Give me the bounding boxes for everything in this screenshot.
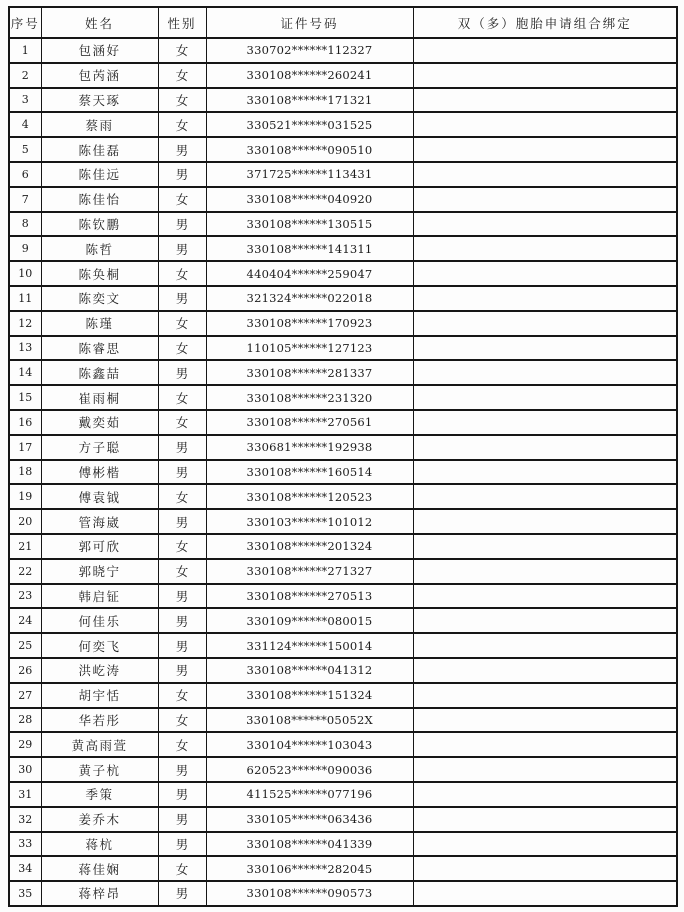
student-roster-table <box>8 6 678 907</box>
name-cell: 黄高雨萱 <box>41 732 158 757</box>
id-number-cell: 110105******127123 <box>206 336 413 361</box>
gender-cell: 男 <box>158 435 206 460</box>
name-cell: 陈佳怡 <box>41 187 158 212</box>
table-row <box>9 286 677 311</box>
serial-number-cell: 29 <box>9 732 41 757</box>
id-number-cell: 330108******090573 <box>206 881 413 906</box>
gender-cell: 男 <box>158 757 206 782</box>
serial-number-cell: 34 <box>9 856 41 881</box>
gender-cell: 男 <box>158 584 206 609</box>
name-cell: 陈奂桐 <box>41 261 158 286</box>
twin-binding-cell <box>413 559 677 584</box>
twin-binding-cell <box>413 732 677 757</box>
table-row <box>9 88 677 113</box>
name-cell: 管海崴 <box>41 509 158 534</box>
serial-number-cell: 14 <box>9 360 41 385</box>
serial-number-cell: 35 <box>9 881 41 906</box>
table-row <box>9 360 677 385</box>
twin-binding-cell <box>413 484 677 509</box>
id-number-cell: 330108******201324 <box>206 534 413 559</box>
name-cell: 方子聪 <box>41 435 158 460</box>
name-cell: 蔡天琢 <box>41 88 158 113</box>
table-row <box>9 683 677 708</box>
serial-number-cell: 32 <box>9 807 41 832</box>
serial-number-cell: 21 <box>9 534 41 559</box>
table-row <box>9 584 677 609</box>
serial-number-cell: 20 <box>9 509 41 534</box>
name-cell: 傅袁钺 <box>41 484 158 509</box>
gender-cell: 女 <box>158 410 206 435</box>
header-twin-binding: 双（多）胞胎申请组合绑定 <box>413 7 677 38</box>
id-number-cell: 440404******259047 <box>206 261 413 286</box>
gender-cell: 女 <box>158 484 206 509</box>
id-number-cell: 330108******281337 <box>206 360 413 385</box>
id-number-cell: 330108******040920 <box>206 187 413 212</box>
serial-number-cell: 18 <box>9 460 41 485</box>
id-number-cell: 330108******120523 <box>206 484 413 509</box>
table-row <box>9 534 677 559</box>
id-number-cell: 330108******05052X <box>206 708 413 733</box>
gender-cell: 男 <box>158 658 206 683</box>
serial-number-cell: 3 <box>9 88 41 113</box>
gender-cell: 男 <box>158 460 206 485</box>
id-number-cell: 330108******270561 <box>206 410 413 435</box>
id-number-cell: 330108******041312 <box>206 658 413 683</box>
gender-cell: 女 <box>158 385 206 410</box>
name-cell: 陈哲 <box>41 236 158 261</box>
table-row <box>9 63 677 88</box>
id-number-cell: 330521******031525 <box>206 112 413 137</box>
name-cell: 陈瑾 <box>41 311 158 336</box>
serial-number-cell: 31 <box>9 782 41 807</box>
id-number-cell: 331124******150014 <box>206 633 413 658</box>
gender-cell: 女 <box>158 683 206 708</box>
id-number-cell: 330108******151324 <box>206 683 413 708</box>
twin-binding-cell <box>413 856 677 881</box>
serial-number-cell: 28 <box>9 708 41 733</box>
twin-binding-cell <box>413 162 677 187</box>
twin-binding-cell <box>413 509 677 534</box>
twin-binding-cell <box>413 435 677 460</box>
twin-binding-cell <box>413 261 677 286</box>
gender-cell: 女 <box>158 112 206 137</box>
name-cell: 何奕飞 <box>41 633 158 658</box>
table-row <box>9 112 677 137</box>
twin-binding-cell <box>413 236 677 261</box>
id-number-cell: 330108******260241 <box>206 63 413 88</box>
serial-number-cell: 22 <box>9 559 41 584</box>
serial-number-cell: 2 <box>9 63 41 88</box>
gender-cell: 男 <box>158 137 206 162</box>
table-row <box>9 236 677 261</box>
header-name: 姓名 <box>41 7 158 38</box>
id-number-cell: 330702******112327 <box>206 38 413 63</box>
name-cell: 蒋梓昂 <box>41 881 158 906</box>
serial-number-cell: 1 <box>9 38 41 63</box>
name-cell: 包芮涵 <box>41 63 158 88</box>
id-number-cell: 321324******022018 <box>206 286 413 311</box>
gender-cell: 男 <box>158 807 206 832</box>
name-cell: 陈佳远 <box>41 162 158 187</box>
serial-number-cell: 15 <box>9 385 41 410</box>
table-row <box>9 658 677 683</box>
gender-cell: 男 <box>158 360 206 385</box>
gender-cell: 女 <box>158 708 206 733</box>
id-number-cell: 330108******090510 <box>206 137 413 162</box>
serial-number-cell: 27 <box>9 683 41 708</box>
name-cell: 胡宇恬 <box>41 683 158 708</box>
table-body <box>9 38 677 906</box>
gender-cell: 男 <box>158 212 206 237</box>
name-cell: 华若彤 <box>41 708 158 733</box>
twin-binding-cell <box>413 410 677 435</box>
twin-binding-cell <box>413 534 677 559</box>
serial-number-cell: 33 <box>9 832 41 857</box>
name-cell: 崔雨桐 <box>41 385 158 410</box>
gender-cell: 男 <box>158 509 206 534</box>
serial-number-cell: 17 <box>9 435 41 460</box>
name-cell: 戴奕茹 <box>41 410 158 435</box>
gender-cell: 女 <box>158 63 206 88</box>
table-row <box>9 856 677 881</box>
table-row <box>9 484 677 509</box>
serial-number-cell: 6 <box>9 162 41 187</box>
table-row <box>9 608 677 633</box>
name-cell: 蒋杭 <box>41 832 158 857</box>
gender-cell: 男 <box>158 286 206 311</box>
twin-binding-cell <box>413 187 677 212</box>
table-row <box>9 708 677 733</box>
id-number-cell: 330106******282045 <box>206 856 413 881</box>
serial-number-cell: 8 <box>9 212 41 237</box>
header-row <box>9 7 677 38</box>
name-cell: 姜乔木 <box>41 807 158 832</box>
twin-binding-cell <box>413 63 677 88</box>
header-id-number: 证件号码 <box>206 7 413 38</box>
serial-number-cell: 5 <box>9 137 41 162</box>
gender-cell: 男 <box>158 881 206 906</box>
gender-cell: 男 <box>158 162 206 187</box>
name-cell: 陈睿思 <box>41 336 158 361</box>
id-number-cell: 371725******113431 <box>206 162 413 187</box>
table-row <box>9 633 677 658</box>
twin-binding-cell <box>413 782 677 807</box>
id-number-cell: 330108******171321 <box>206 88 413 113</box>
name-cell: 韩启钲 <box>41 584 158 609</box>
serial-number-cell: 26 <box>9 658 41 683</box>
name-cell: 蒋佳娴 <box>41 856 158 881</box>
table-header <box>9 7 677 38</box>
name-cell: 郭晓宁 <box>41 559 158 584</box>
table-row <box>9 410 677 435</box>
id-number-cell: 620523******090036 <box>206 757 413 782</box>
twin-binding-cell <box>413 658 677 683</box>
table-row <box>9 187 677 212</box>
twin-binding-cell <box>413 38 677 63</box>
table-row <box>9 435 677 460</box>
serial-number-cell: 30 <box>9 757 41 782</box>
gender-cell: 女 <box>158 534 206 559</box>
id-number-cell: 330109******080015 <box>206 608 413 633</box>
name-cell: 黄子杭 <box>41 757 158 782</box>
name-cell: 蔡雨 <box>41 112 158 137</box>
table-row <box>9 137 677 162</box>
gender-cell: 女 <box>158 88 206 113</box>
table-row <box>9 385 677 410</box>
id-number-cell: 330681******192938 <box>206 435 413 460</box>
id-number-cell: 330108******170923 <box>206 311 413 336</box>
serial-number-cell: 13 <box>9 336 41 361</box>
name-cell: 季策 <box>41 782 158 807</box>
serial-number-cell: 12 <box>9 311 41 336</box>
twin-binding-cell <box>413 460 677 485</box>
serial-number-cell: 25 <box>9 633 41 658</box>
gender-cell: 男 <box>158 608 206 633</box>
twin-binding-cell <box>413 212 677 237</box>
name-cell: 傅彬楷 <box>41 460 158 485</box>
twin-binding-cell <box>413 360 677 385</box>
gender-cell: 女 <box>158 311 206 336</box>
serial-number-cell: 23 <box>9 584 41 609</box>
twin-binding-cell <box>413 633 677 658</box>
id-number-cell: 330108******160514 <box>206 460 413 485</box>
table-row <box>9 509 677 534</box>
twin-binding-cell <box>413 137 677 162</box>
twin-binding-cell <box>413 88 677 113</box>
id-number-cell: 330108******130515 <box>206 212 413 237</box>
id-number-cell: 330103******101012 <box>206 509 413 534</box>
id-number-cell: 330108******231320 <box>206 385 413 410</box>
id-number-cell: 411525******077196 <box>206 782 413 807</box>
id-number-cell: 330108******041339 <box>206 832 413 857</box>
id-number-cell: 330105******063436 <box>206 807 413 832</box>
twin-binding-cell <box>413 311 677 336</box>
table-row <box>9 261 677 286</box>
serial-number-cell: 19 <box>9 484 41 509</box>
twin-binding-cell <box>413 584 677 609</box>
gender-cell: 女 <box>158 261 206 286</box>
id-number-cell: 330108******270513 <box>206 584 413 609</box>
id-number-cell: 330104******103043 <box>206 732 413 757</box>
name-cell: 陈鑫喆 <box>41 360 158 385</box>
twin-binding-cell <box>413 608 677 633</box>
gender-cell: 男 <box>158 236 206 261</box>
name-cell: 何佳乐 <box>41 608 158 633</box>
twin-binding-cell <box>413 708 677 733</box>
serial-number-cell: 24 <box>9 608 41 633</box>
twin-binding-cell <box>413 881 677 906</box>
serial-number-cell: 9 <box>9 236 41 261</box>
gender-cell: 男 <box>158 633 206 658</box>
name-cell: 陈佳磊 <box>41 137 158 162</box>
table-row <box>9 732 677 757</box>
serial-number-cell: 7 <box>9 187 41 212</box>
header-serial-number: 序号 <box>9 7 41 38</box>
twin-binding-cell <box>413 286 677 311</box>
twin-binding-cell <box>413 832 677 857</box>
twin-binding-cell <box>413 385 677 410</box>
gender-cell: 女 <box>158 336 206 361</box>
serial-number-cell: 4 <box>9 112 41 137</box>
twin-binding-cell <box>413 757 677 782</box>
name-cell: 洪屹涛 <box>41 658 158 683</box>
twin-binding-cell <box>413 683 677 708</box>
gender-cell: 女 <box>158 732 206 757</box>
table-row <box>9 311 677 336</box>
gender-cell: 女 <box>158 559 206 584</box>
name-cell: 包涵好 <box>41 38 158 63</box>
table-row <box>9 38 677 63</box>
gender-cell: 女 <box>158 38 206 63</box>
header-gender: 性别 <box>158 7 206 38</box>
table-row <box>9 881 677 906</box>
serial-number-cell: 11 <box>9 286 41 311</box>
table-row <box>9 832 677 857</box>
id-number-cell: 330108******141311 <box>206 236 413 261</box>
name-cell: 郭可欣 <box>41 534 158 559</box>
twin-binding-cell <box>413 807 677 832</box>
id-number-cell: 330108******271327 <box>206 559 413 584</box>
twin-binding-cell <box>413 112 677 137</box>
table-row <box>9 162 677 187</box>
table-row <box>9 460 677 485</box>
table-row <box>9 782 677 807</box>
name-cell: 陈奕文 <box>41 286 158 311</box>
name-cell: 陈钦鹏 <box>41 212 158 237</box>
gender-cell: 女 <box>158 187 206 212</box>
table-row <box>9 559 677 584</box>
table-row <box>9 757 677 782</box>
table-row <box>9 336 677 361</box>
table-row <box>9 212 677 237</box>
gender-cell: 女 <box>158 856 206 881</box>
twin-binding-cell <box>413 336 677 361</box>
gender-cell: 男 <box>158 832 206 857</box>
serial-number-cell: 16 <box>9 410 41 435</box>
serial-number-cell: 10 <box>9 261 41 286</box>
table-row <box>9 807 677 832</box>
gender-cell: 男 <box>158 782 206 807</box>
